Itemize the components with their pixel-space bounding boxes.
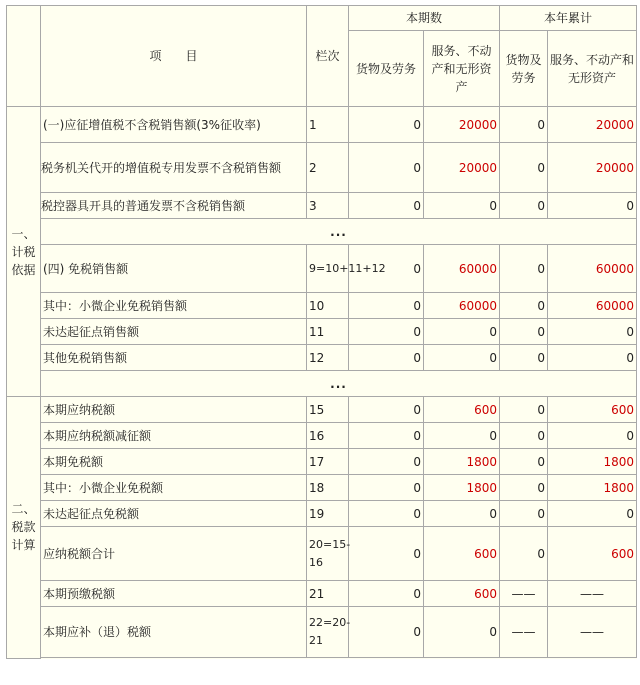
cell-cur-goods: 0: [349, 107, 424, 143]
header-yr-goods: 货物及劳务: [500, 31, 548, 107]
header-cur-services: 服务、不动产和无形资产: [424, 31, 500, 107]
cell-yr-goods: 0: [500, 527, 548, 581]
header-corner: [7, 6, 41, 107]
row-label: (四) 免税销售额: [41, 245, 307, 293]
cell-yr-services: 0: [548, 319, 637, 345]
cell-cur-services: 600: [424, 581, 500, 607]
row-line-no: 16: [307, 423, 349, 449]
cell-cur-services: 0: [424, 607, 500, 658]
cell-yr-services: 20000: [548, 143, 637, 193]
cell-cur-services: 60000: [424, 293, 500, 319]
cell-yr-services: 0: [548, 193, 637, 219]
cell-yr-services: 60000: [548, 293, 637, 319]
row-label: 本期应纳税额减征额: [41, 423, 307, 449]
cell-yr-goods: 0: [500, 345, 548, 371]
row-label: (一)应征增值税不含税销售额(3%征收率): [41, 107, 307, 143]
cell-cur-goods: 0: [349, 449, 424, 475]
cell-cur-goods: 0: [349, 345, 424, 371]
row-line-no: 20=15-16: [307, 527, 349, 581]
row-line-no: 18: [307, 475, 349, 501]
cell-cur-goods: 0: [349, 527, 424, 581]
cell-yr-goods: 0: [500, 293, 548, 319]
cell-yr-goods: 0: [500, 397, 548, 423]
section-tax-calc: 二、税款计算: [7, 397, 41, 659]
cell-yr-services: 1800: [548, 449, 637, 475]
cell-yr-services: ——: [548, 581, 637, 607]
row-label: 税控器具开具的普通发票不含税销售额: [41, 193, 307, 219]
row-line-no: 9=10+11+12: [307, 245, 349, 293]
row-label: 未达起征点销售额: [41, 319, 307, 345]
row-label: 税务机关代开的增值税专用发票不含税销售额: [41, 143, 307, 193]
cell-yr-goods: 0: [500, 423, 548, 449]
vat-return-table: [6, 5, 637, 659]
cell-yr-services: 600: [548, 397, 637, 423]
cell-cur-services: 600: [424, 527, 500, 581]
header-cur-goods: 货物及劳务: [349, 31, 424, 107]
cell-yr-services: ——: [548, 607, 637, 658]
cell-cur-services: 1800: [424, 449, 500, 475]
row-label: 本期免税额: [41, 449, 307, 475]
cell-cur-services: 0: [424, 319, 500, 345]
row-line-no: 1: [307, 107, 349, 143]
cell-cur-services: 60000: [424, 245, 500, 293]
row-label: 本期预缴税额: [41, 581, 307, 607]
cell-cur-goods: 0: [349, 397, 424, 423]
row-label: 本期应补（退）税额: [41, 607, 307, 658]
cell-yr-services: 0: [548, 501, 637, 527]
cell-yr-goods: 0: [500, 143, 548, 193]
cell-yr-goods: ——: [500, 581, 548, 607]
cell-yr-goods: 0: [500, 475, 548, 501]
header-item: 项 目: [41, 6, 307, 107]
cell-yr-services: 60000: [548, 245, 637, 293]
cell-cur-services: 600: [424, 397, 500, 423]
cell-yr-services: 1800: [548, 475, 637, 501]
row-line-no: 3: [307, 193, 349, 219]
cell-cur-services: 20000: [424, 143, 500, 193]
cell-cur-goods: 0: [349, 423, 424, 449]
cell-yr-goods: 0: [500, 245, 548, 293]
cell-cur-goods: 0: [349, 319, 424, 345]
row-line-no: 17: [307, 449, 349, 475]
row-label: 应纳税额合计: [41, 527, 307, 581]
header-current-period: 本期数: [349, 6, 500, 31]
cell-cur-goods: 0: [349, 293, 424, 319]
cell-cur-goods: 0: [349, 607, 424, 658]
row-line-no: 15: [307, 397, 349, 423]
cell-cur-services: 0: [424, 423, 500, 449]
cell-yr-services: 20000: [548, 107, 637, 143]
ellipsis-row: ...: [41, 371, 637, 397]
row-line-no: 19: [307, 501, 349, 527]
cell-cur-goods: 0: [349, 193, 424, 219]
section-tax-basis: 一、计税依据: [7, 107, 41, 397]
row-label: 本期应纳税额: [41, 397, 307, 423]
row-label: 其中：小微企业免税额: [41, 475, 307, 501]
row-line-no: 22=20-21: [307, 607, 349, 658]
cell-cur-services: 20000: [424, 107, 500, 143]
row-label: 其他免税销售额: [41, 345, 307, 371]
row-line-no: 11: [307, 319, 349, 345]
cell-cur-goods: 0: [349, 581, 424, 607]
cell-cur-goods: 0: [349, 501, 424, 527]
row-label: 未达起征点免税额: [41, 501, 307, 527]
header-year-total: 本年累计: [500, 6, 637, 31]
cell-cur-goods: 0: [349, 245, 424, 293]
cell-cur-goods: 0: [349, 475, 424, 501]
cell-cur-goods: 0: [349, 143, 424, 193]
row-line-no: 21: [307, 581, 349, 607]
cell-yr-services: 0: [548, 423, 637, 449]
row-line-no: 2: [307, 143, 349, 193]
cell-cur-services: 0: [424, 501, 500, 527]
ellipsis-row: ...: [41, 219, 637, 245]
cell-yr-goods: 0: [500, 449, 548, 475]
cell-yr-goods: ——: [500, 607, 548, 658]
row-line-no: 10: [307, 293, 349, 319]
cell-yr-goods: 0: [500, 193, 548, 219]
row-line-no: 12: [307, 345, 349, 371]
cell-cur-services: 0: [424, 345, 500, 371]
cell-cur-services: 0: [424, 193, 500, 219]
cell-yr-services: 600: [548, 527, 637, 581]
row-label: 其中：小微企业免税销售额: [41, 293, 307, 319]
cell-yr-goods: 0: [500, 319, 548, 345]
cell-cur-services: 1800: [424, 475, 500, 501]
cell-yr-goods: 0: [500, 107, 548, 143]
header-line-no: 栏次: [307, 6, 349, 107]
header-yr-services: 服务、不动产和无形资产: [548, 31, 637, 107]
cell-yr-goods: 0: [500, 501, 548, 527]
cell-yr-services: 0: [548, 345, 637, 371]
